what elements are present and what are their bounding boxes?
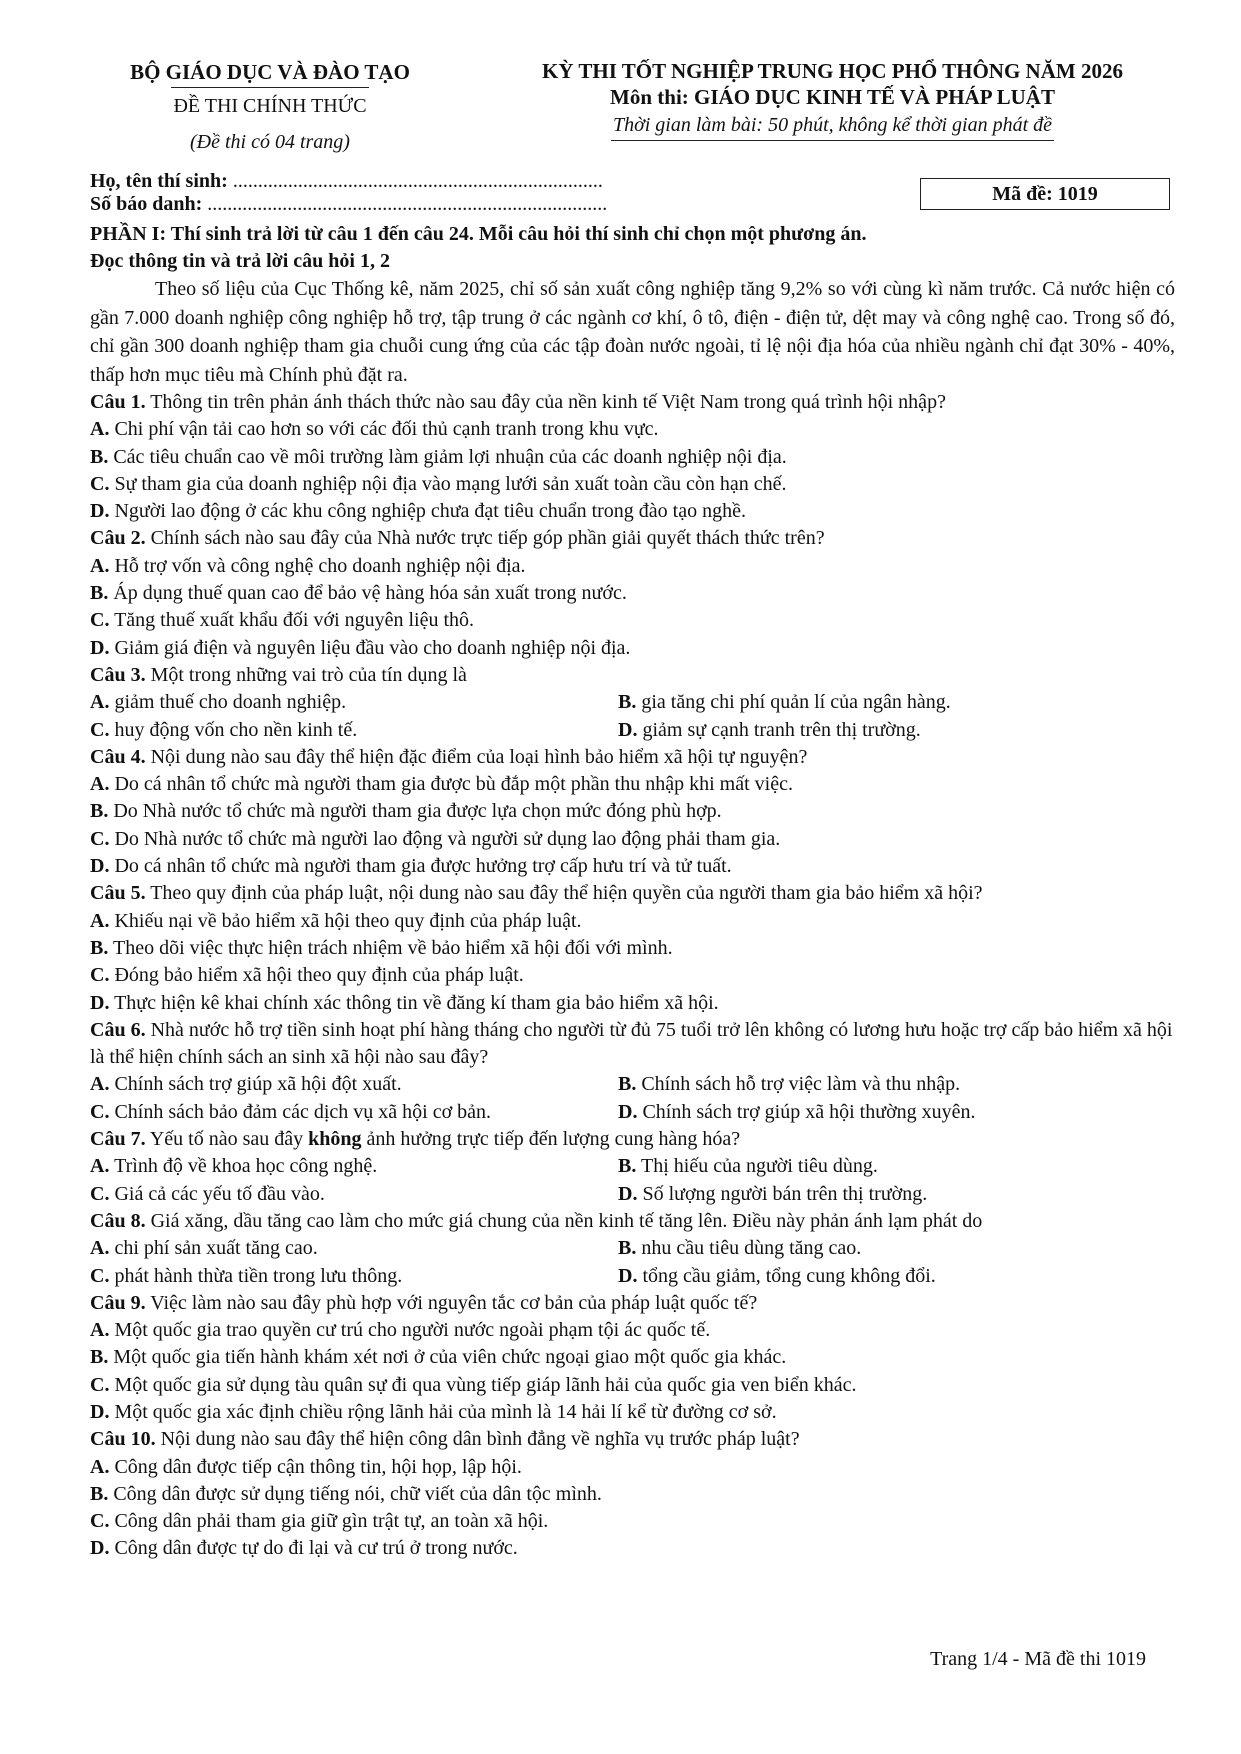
option-text: tổng cầu giảm, tổng cung không đổi. [637, 1264, 936, 1287]
option-key: C. [90, 1100, 110, 1123]
reading-intro: Đọc thông tin và trả lời câu hỏi 1, 2 [90, 250, 390, 272]
candidate-id-label: Số báo danh: [90, 193, 203, 215]
option-key: A. [90, 418, 110, 441]
question-7 [90, 1126, 1175, 1153]
option-key: B. [90, 800, 109, 823]
option-key: D. [90, 991, 110, 1014]
option-key: A. [90, 554, 110, 577]
option-7c[interactable] [90, 1181, 618, 1208]
exam-code-box: Mã đề: 1019 [920, 178, 1170, 210]
option-text: Một quốc gia xác định chiều rộng lãnh hải của mình là 14 hải lí kể từ đường cơ sở. [109, 1400, 777, 1423]
option-key: B. [90, 582, 109, 605]
option-key: C. [90, 1264, 110, 1287]
candidate-name-field[interactable]: .......................................................................... [232, 170, 603, 192]
question-text: Việc làm nào sau đây phù hợp với nguyên tắc cơ bản của pháp luật quốc tế? [145, 1291, 758, 1314]
page-count-note: (Đề thi có 04 trang) [190, 131, 350, 153]
option-text: Người lao động ở các khu công nghiệp chưa đạt tiêu chuẩn trong đào tạo nghề. [109, 500, 746, 523]
option-8a[interactable] [90, 1235, 618, 1262]
exam-subject: Môn thi: GIÁO DỤC KINH TẾ VÀ PHÁP LUẬT [610, 85, 1055, 109]
option-key: A. [90, 691, 110, 714]
option-1d[interactable] [90, 498, 1175, 525]
question-label: Câu 8. [90, 1209, 146, 1232]
question-label: Câu 9. [90, 1291, 146, 1314]
option-4a[interactable] [90, 771, 1175, 798]
option-row [90, 1099, 1175, 1126]
exam-time: Thời gian làm bài: 50 phút, không kể thời gian phát đề [611, 110, 1054, 141]
option-text: Giảm giá điện và nguyên liệu đầu vào cho doanh nghiệp nội địa. [109, 636, 631, 659]
option-key: B. [618, 1073, 637, 1096]
option-key: A. [90, 773, 110, 796]
option-7d[interactable] [618, 1181, 1175, 1208]
option-text: Thực hiện kê khai chính xác thông tin về đăng kí tham gia bảo hiểm xã hội. [109, 991, 719, 1014]
option-text: huy động vốn cho nền kinh tế. [109, 718, 358, 741]
option-text: gia tăng chi phí quản lí của ngân hàng. [636, 691, 951, 714]
option-key: D. [618, 1182, 638, 1205]
question-label: Câu 4. [90, 745, 146, 768]
question-5 [90, 880, 1175, 907]
option-text: Sự tham gia của doanh nghiệp nội địa vào mạng lưới sản xuất toàn cầu còn hạn chế. [109, 472, 787, 495]
question-9 [90, 1290, 1175, 1317]
option-10a[interactable] [90, 1454, 1175, 1481]
ministry-underline [171, 87, 369, 88]
option-text: Tăng thuế xuất khẩu đối với nguyên liệu thô. [109, 609, 475, 632]
option-3c[interactable] [90, 717, 618, 744]
question-text: Theo quy định của pháp luật, nội dung nào sau đây thể hiện quyền của người tham gia bảo hiểm xã hội? [145, 882, 983, 905]
option-text: Công dân được tiếp cận thông tin, hội họp, lập hội. [109, 1455, 522, 1478]
question-text: Nội dung nào sau đây thể hiện công dân bình đẳng về nghĩa vụ trước pháp luật? [155, 1428, 800, 1451]
option-text: Giá cả các yếu tố đầu vào. [109, 1182, 325, 1205]
option-key: D. [90, 855, 110, 878]
option-text: Khiếu nại về bảo hiểm xã hội theo quy định của pháp luật. [109, 909, 582, 932]
question-text: Một trong những vai trò của tín dụng là [145, 663, 467, 686]
option-text: Chính sách hỗ trợ việc làm và thu nhập. [636, 1073, 961, 1096]
candidate-info [90, 170, 1175, 220]
question-label: Câu 5. [90, 882, 146, 905]
question-8 [90, 1208, 1175, 1235]
option-text: Chi phí vận tải cao hơn so với các đối thủ cạnh tranh trong khu vực. [109, 418, 659, 441]
option-key: C. [90, 827, 110, 850]
question-10 [90, 1426, 1175, 1453]
option-6c[interactable] [90, 1099, 618, 1126]
option-text: Một quốc gia trao quyền cư trú cho người nước ngoài phạm tội ác quốc tế. [109, 1319, 711, 1342]
option-key: B. [618, 1155, 637, 1178]
question-label: Câu 1. [90, 391, 146, 413]
question-2 [90, 525, 1175, 552]
option-key: D. [618, 1264, 638, 1287]
question-text: Chính sách nào sau đây của Nhà nước trực tiếp góp phần giải quyết thách thức trên? [145, 527, 825, 550]
option-1a[interactable] [90, 416, 1175, 443]
option-9d[interactable] [90, 1399, 1175, 1426]
option-text: Chính sách trợ giúp xã hội thường xuyên. [637, 1100, 976, 1123]
option-text: giảm thuế cho doanh nghiệp. [109, 691, 347, 714]
option-8b[interactable] [618, 1235, 1175, 1262]
option-4b[interactable] [90, 798, 1175, 825]
exam-page [90, 58, 1175, 1563]
question-text: Yếu tố nào sau đây [145, 1128, 309, 1151]
option-text: giảm sự cạnh tranh trên thị trường. [637, 718, 921, 741]
option-text: phát hành thừa tiền trong lưu thông. [109, 1264, 403, 1287]
option-2b[interactable] [90, 580, 1175, 607]
option-2a[interactable] [90, 553, 1175, 580]
question-label: Câu 10. [90, 1428, 156, 1451]
option-5a[interactable] [90, 908, 1175, 935]
option-text: Công dân được tự do đi lại và cư trú ở trong nước. [109, 1537, 518, 1560]
option-6a[interactable] [90, 1071, 618, 1098]
option-key: B. [90, 445, 109, 468]
option-text: Một quốc gia sử dụng tàu quân sự đi qua vùng tiếp giáp lãnh hải của quốc gia ven biển khác. [109, 1373, 857, 1396]
option-3a[interactable] [90, 689, 618, 716]
option-8d[interactable] [618, 1263, 1175, 1290]
header-left [90, 58, 450, 159]
option-row [90, 1235, 1175, 1262]
option-key: A. [90, 1155, 110, 1178]
option-10d[interactable] [90, 1535, 1175, 1562]
option-text: Do Nhà nước tổ chức mà người lao động và người sử dụng lao động phải tham gia. [109, 827, 781, 850]
candidate-id-field[interactable]: ................................................................................ [207, 193, 608, 215]
question-3 [90, 662, 1175, 689]
option-key: D. [618, 1100, 638, 1123]
option-row [90, 1263, 1175, 1290]
question-text: Thông tin trên phản ánh thách thức nào sau đây của nền kinh tế Việt Nam trong quá trình hội nhập? [145, 391, 946, 413]
option-key: D. [90, 1537, 110, 1560]
option-text: Một quốc gia tiến hành khám xét nơi ở của viên chức ngoại giao một quốc gia khác. [108, 1346, 787, 1369]
ministry-name: BỘ GIÁO DỤC VÀ ĐÀO TẠO [130, 60, 410, 84]
option-8c[interactable] [90, 1263, 618, 1290]
option-1c[interactable] [90, 471, 1175, 498]
option-10c[interactable] [90, 1508, 1175, 1535]
exam-title: KỲ THI TỐT NGHIỆP TRUNG HỌC PHỔ THÔNG NĂM 2026 [542, 59, 1123, 83]
question-text: Nhà nước hỗ trợ tiền sinh hoạt phí hàng tháng cho người từ đủ 75 tuổi trở lên không có lương hưu hoặc trợ cấp bảo hiểm xã hội là thể hiện chính sách an sinh xã hội nào sau đây? [90, 1018, 1173, 1069]
option-3d[interactable] [618, 717, 1175, 744]
option-text: Áp dụng thuế quan cao để bảo vệ hàng hóa sản xuất trong nước. [108, 582, 627, 605]
option-text: Do cá nhân tổ chức mà người tham gia được bù đắp một phần thu nhập khi mất việc. [109, 773, 793, 796]
header-right [485, 58, 1180, 141]
option-text: Hỗ trợ vốn và công nghệ cho doanh nghiệp nội địa. [109, 554, 526, 577]
question-label: Câu 3. [90, 663, 146, 686]
option-7a[interactable] [90, 1153, 618, 1180]
candidate-name-label: Họ, tên thí sinh: [90, 170, 228, 192]
option-row [90, 1181, 1175, 1208]
question-label: Câu 7. [90, 1128, 146, 1151]
option-5b[interactable] [90, 935, 1175, 962]
option-7b[interactable] [618, 1153, 1175, 1180]
option-key: B. [90, 1346, 109, 1369]
reading-passage: Theo số liệu của Cục Thống kê, năm 2025, chỉ số sản xuất công nghiệp tăng 9,2% so với cùng kì năm trước. Cả nước hiện có gần 7.000 doanh nghiệp công nghiệp hỗ trợ, tập trung ở các ngành cơ khí, ô tô, điện - điện tử, dệt may và công nghệ cao. Trong số đó, chỉ gần 300 doanh nghiệp tham gia chuỗi cung ứng của các tập đoàn nước ngoài, tỉ lệ nội địa hóa của nhiều ngành chỉ đạt 30% - 40%, thấp hơn mục tiêu mà Chính phủ đặt ra. [90, 278, 1175, 386]
option-key: C. [90, 1182, 110, 1205]
question-text: ảnh hưởng trực tiếp đến lượng cung hàng hóa? [361, 1128, 741, 1151]
option-key: A. [90, 1455, 110, 1478]
option-key: C. [90, 718, 110, 741]
option-row [90, 717, 1175, 744]
option-text: Thị hiếu của người tiêu dùng. [636, 1155, 878, 1178]
option-1b[interactable] [90, 444, 1175, 471]
question-4 [90, 744, 1175, 771]
option-text: Trình độ về khoa học công nghệ. [109, 1155, 378, 1178]
option-key: C. [90, 964, 110, 987]
part-one-instructions: PHẦN I: Thí sinh trả lời từ câu 1 đến câu 24. Mỗi câu hỏi thí sinh chỉ chọn một phương án. [90, 223, 867, 245]
option-key: A. [90, 1237, 110, 1260]
option-4c[interactable] [90, 826, 1175, 853]
option-text: Theo dõi việc thực hiện trách nhiệm về bảo hiểm xã hội đối với mình. [108, 936, 673, 959]
option-key: D. [90, 636, 110, 659]
option-key: A. [90, 909, 110, 932]
option-9b[interactable] [90, 1344, 1175, 1371]
option-key: A. [90, 1319, 110, 1342]
option-text: Số lượng người bán trên thị trường. [637, 1182, 928, 1205]
question-emphasis: không [308, 1128, 362, 1151]
official-label: ĐỀ THI CHÍNH THỨC [173, 95, 367, 117]
option-text: Do Nhà nước tổ chức mà người tham gia được lựa chọn mức đóng phù hợp. [108, 800, 722, 823]
option-2c[interactable] [90, 607, 1175, 634]
option-9c[interactable] [90, 1372, 1175, 1399]
question-6 [90, 1017, 1175, 1072]
option-row [90, 1153, 1175, 1180]
option-key: B. [90, 1482, 109, 1505]
question-1 [90, 389, 1175, 416]
option-6b[interactable] [618, 1071, 1175, 1098]
option-key: B. [90, 936, 109, 959]
option-key: B. [618, 691, 637, 714]
option-key: D. [90, 1400, 110, 1423]
option-3b[interactable] [618, 689, 1175, 716]
option-2d[interactable] [90, 635, 1175, 662]
question-text: Nội dung nào sau đây thể hiện đặc điểm của loại hình bảo hiểm xã hội tự nguyện? [145, 745, 808, 768]
option-text: Chính sách trợ giúp xã hội đột xuất. [109, 1073, 402, 1096]
option-10b[interactable] [90, 1481, 1175, 1508]
option-6d[interactable] [618, 1099, 1175, 1126]
option-key: C. [90, 472, 110, 495]
option-key: C. [90, 1510, 110, 1533]
option-text: Chính sách bảo đảm các dịch vụ xã hội cơ bản. [109, 1100, 492, 1123]
option-key: D. [618, 718, 638, 741]
page-footer: Trang 1/4 - Mã đề thi 1019 [930, 1648, 1146, 1670]
option-text: Do cá nhân tổ chức mà người tham gia được hưởng trợ cấp hưu trí và tử tuất. [109, 855, 732, 878]
option-text: Đóng bảo hiểm xã hội theo quy định của pháp luật. [109, 964, 524, 987]
option-text: Công dân phải tham gia giữ gìn trật tự, an toàn xã hội. [109, 1510, 549, 1533]
option-text: chi phí sản xuất tăng cao. [109, 1237, 318, 1260]
option-text: Công dân được sử dụng tiếng nói, chữ viết của dân tộc mình. [108, 1482, 602, 1505]
header [90, 58, 1175, 168]
option-key: B. [618, 1237, 637, 1260]
question-label: Câu 2. [90, 527, 146, 550]
option-key: C. [90, 609, 110, 632]
option-key: A. [90, 1073, 110, 1096]
option-text: Các tiêu chuẩn cao về môi trường làm giảm lợi nhuận của các doanh nghiệp nội địa. [108, 445, 787, 468]
question-label: Câu 6. [90, 1018, 146, 1041]
option-key: C. [90, 1373, 110, 1396]
option-text: nhu cầu tiêu dùng tăng cao. [636, 1237, 862, 1260]
option-4d[interactable] [90, 853, 1175, 880]
option-9a[interactable] [90, 1317, 1175, 1344]
option-row [90, 689, 1175, 716]
option-5d[interactable] [90, 990, 1175, 1017]
question-text: Giá xăng, dầu tăng cao làm cho mức giá chung của nền kinh tế tăng lên. Điều này phản ánh lạm phát do [145, 1209, 983, 1232]
option-key: D. [90, 500, 110, 523]
option-5c[interactable] [90, 962, 1175, 989]
option-row [90, 1071, 1175, 1098]
